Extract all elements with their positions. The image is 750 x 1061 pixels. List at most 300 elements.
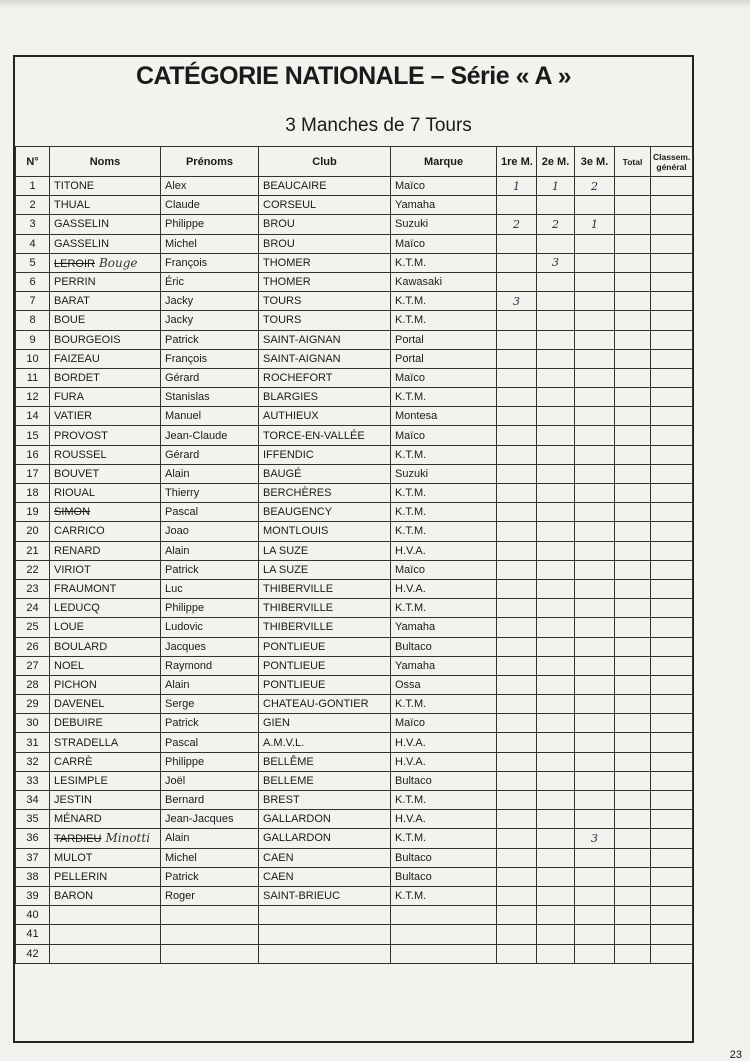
row-club: [259, 484, 391, 503]
row-manche-3: [575, 426, 615, 445]
row-club-text: BELLÊME: [263, 755, 314, 768]
row-manche-2: [537, 695, 575, 714]
row-club: [259, 944, 391, 963]
row-prenom-text: Raymond: [165, 659, 213, 672]
row-classement: [651, 253, 693, 272]
row-club-text: CAEN: [263, 870, 294, 883]
row-total: [615, 426, 651, 445]
row-nom-text: CARRÈ: [54, 755, 93, 768]
row-number-text: 11: [26, 371, 39, 384]
row-total: [615, 791, 651, 810]
row-club: [259, 906, 391, 925]
row-manche-1: [497, 906, 537, 925]
row-club: [259, 503, 391, 522]
row-marque-text: K.T.M.: [395, 314, 427, 327]
table-row: [16, 407, 693, 426]
row-marque-text: K.T.M.: [395, 698, 427, 711]
row-number-text: 37: [26, 851, 39, 864]
table-row: [16, 714, 693, 733]
row-number-text: 24: [26, 602, 39, 615]
row-number: [16, 810, 50, 829]
row-marque: [391, 522, 497, 541]
row-total: [615, 714, 651, 733]
row-manche-2: [537, 925, 575, 944]
row-nom: [50, 196, 161, 215]
row-marque: [391, 752, 497, 771]
row-club-text: THIBERVILLE: [263, 602, 334, 615]
row-number-text: 16: [26, 448, 39, 461]
table-row: [16, 886, 693, 905]
row-manche-3: [575, 944, 615, 963]
handwritten-note: Bouge: [98, 255, 138, 270]
row-manche-1: [497, 426, 537, 445]
row-prenom: [161, 810, 259, 829]
row-club: [259, 848, 391, 867]
row-marque: [391, 886, 497, 905]
row-club-text: CHATEAU-GONTIER: [263, 698, 369, 711]
row-number: [16, 407, 50, 426]
row-nom-text: FURA: [54, 391, 84, 404]
row-total: [615, 253, 651, 272]
row-marque-text: Maïco: [395, 371, 425, 384]
row-manche-3: [575, 867, 615, 886]
table-row: [16, 292, 693, 311]
row-prenom-text: Thierry: [165, 487, 200, 500]
row-nom: [50, 541, 161, 560]
row-nom: [50, 349, 161, 368]
row-total: [615, 675, 651, 694]
col-manche-2: 2e M.: [537, 147, 575, 177]
row-classement: [651, 272, 693, 291]
row-classement: [651, 733, 693, 752]
row-manche-2: [537, 503, 575, 522]
row-nom: [50, 292, 161, 311]
page-number: 23: [729, 1049, 742, 1061]
row-nom-text: CARRICO: [54, 525, 105, 538]
row-nom-text: BARAT: [54, 295, 90, 308]
row-manche-3: [575, 618, 615, 637]
row-manche-3: [575, 810, 615, 829]
row-classement: [651, 445, 693, 464]
row-prenom: [161, 215, 259, 234]
row-nom-text: RENARD: [54, 544, 101, 557]
row-prenom-text: François: [165, 256, 208, 269]
row-club: [259, 733, 391, 752]
row-manche-3: [575, 349, 615, 368]
row-manche-1: [497, 810, 537, 829]
row-number-text: 21: [26, 544, 39, 557]
row-nom: [50, 522, 161, 541]
row-nom-text: DEBUIRE: [54, 717, 103, 730]
row-nom-text: BORDET: [54, 371, 100, 384]
row-classement: [651, 906, 693, 925]
table-row: [16, 637, 693, 656]
row-number-text: 27: [26, 659, 39, 672]
row-manche-3-text: 3: [591, 831, 598, 845]
row-manche-2: [537, 196, 575, 215]
row-nom-text: GASSELIN: [54, 237, 110, 250]
row-club: [259, 791, 391, 810]
row-marque: [391, 388, 497, 407]
row-club-text: PONTLIEUE: [263, 659, 326, 672]
row-manche-1: [497, 330, 537, 349]
row-classement: [651, 215, 693, 234]
table-row: [16, 618, 693, 637]
row-prenom-text: Gérard: [165, 371, 200, 384]
row-prenom: [161, 599, 259, 618]
row-prenom-text: Jacky: [165, 295, 194, 308]
row-marque: [391, 867, 497, 886]
row-manche-3: [575, 234, 615, 253]
row-marque-text: Bultaco: [395, 851, 432, 864]
row-manche-1: [497, 253, 537, 272]
row-marque: [391, 253, 497, 272]
table-row: [16, 599, 693, 618]
row-nom-text: BARON: [54, 890, 94, 903]
row-classement: [651, 752, 693, 771]
row-nom: [50, 579, 161, 598]
row-number-text: 25: [26, 621, 39, 634]
row-manche-2-text: 1: [552, 179, 559, 193]
row-number: [16, 522, 50, 541]
row-manche-1: [497, 541, 537, 560]
col-total: Total: [615, 147, 651, 177]
row-manche-3: [575, 656, 615, 675]
table-row: [16, 867, 693, 886]
row-total: [615, 599, 651, 618]
row-manche-2: [537, 253, 575, 272]
row-nom: [50, 445, 161, 464]
row-manche-1: [497, 791, 537, 810]
row-number-text: 14: [26, 410, 39, 423]
row-club-text: ROCHEFORT: [263, 371, 333, 384]
row-club-text: A.M.V.L.: [263, 736, 305, 749]
row-club-text: BAUGÉ: [263, 467, 302, 480]
row-classement: [651, 579, 693, 598]
table-row: [16, 484, 693, 503]
row-nom: [50, 618, 161, 637]
row-marque: [391, 944, 497, 963]
page-edge: [0, 0, 750, 8]
row-manche-2: [537, 848, 575, 867]
row-number: [16, 503, 50, 522]
row-nom-text: LEROIR: [54, 257, 95, 270]
row-manche-1: [497, 445, 537, 464]
row-number-text: 8: [29, 314, 36, 327]
row-manche-1: [497, 196, 537, 215]
table-row: [16, 234, 693, 253]
row-number: [16, 311, 50, 330]
row-number-text: 29: [26, 698, 39, 711]
col-club: Club: [259, 147, 391, 177]
row-prenom-text: Joël: [165, 774, 186, 787]
row-number: [16, 637, 50, 656]
row-manche-1: [497, 829, 537, 848]
row-marque-text: K.T.M.: [395, 391, 427, 404]
row-number: [16, 464, 50, 483]
row-manche-3: [575, 560, 615, 579]
row-club: [259, 330, 391, 349]
row-nom: [50, 810, 161, 829]
table-row: [16, 177, 693, 196]
table-row: [16, 522, 693, 541]
row-prenom-text: Serge: [165, 698, 195, 711]
row-manche-1: [497, 349, 537, 368]
row-club: [259, 292, 391, 311]
row-manche-1: [497, 656, 537, 675]
row-number: [16, 848, 50, 867]
row-prenom: [161, 618, 259, 637]
row-total: [615, 445, 651, 464]
row-number: [16, 368, 50, 387]
row-marque: [391, 196, 497, 215]
row-nom: [50, 330, 161, 349]
row-nom-text: SIMON: [54, 506, 91, 519]
row-club-text: PONTLIEUE: [263, 640, 326, 653]
row-prenom: [161, 848, 259, 867]
row-marque-text: Portal: [395, 333, 424, 346]
row-nom: [50, 752, 161, 771]
row-classement: [651, 349, 693, 368]
row-manche-3: [575, 272, 615, 291]
row-classement: [651, 656, 693, 675]
row-total: [615, 733, 651, 752]
row-marque: [391, 368, 497, 387]
row-club: [259, 541, 391, 560]
row-marque-text: Montesa: [395, 410, 438, 423]
row-classement: [651, 311, 693, 330]
row-classement: [651, 599, 693, 618]
row-club-text: SAINT-BRIEUC: [263, 890, 341, 903]
row-manche-3: [575, 733, 615, 752]
row-marque: [391, 618, 497, 637]
row-club-text: CAEN: [263, 851, 294, 864]
row-nom-text: STRADELLA: [54, 736, 119, 749]
row-total: [615, 848, 651, 867]
row-manche-3: [575, 445, 615, 464]
page-title: CATÉGORIE NATIONALE – Série « A »: [136, 62, 571, 90]
row-manche-3: [575, 522, 615, 541]
row-prenom: [161, 292, 259, 311]
table-row: [16, 426, 693, 445]
row-total: [615, 906, 651, 925]
row-manche-1: [497, 560, 537, 579]
row-manche-2: [537, 599, 575, 618]
row-manche-2: [537, 656, 575, 675]
row-manche-1: [497, 464, 537, 483]
row-number-text: 5: [29, 256, 36, 269]
table-row: [16, 944, 693, 963]
row-classement: [651, 196, 693, 215]
row-prenom: [161, 906, 259, 925]
row-manche-3: [575, 752, 615, 771]
row-prenom: [161, 886, 259, 905]
row-club-text: BEAUCAIRE: [263, 180, 327, 193]
col-number: N°: [16, 147, 50, 177]
row-marque-text: Yamaha: [395, 199, 436, 212]
row-club: [259, 388, 391, 407]
row-prenom-text: Michel: [165, 237, 197, 250]
row-nom-text: RIOUAL: [54, 487, 95, 500]
row-number-text: 1: [29, 180, 36, 193]
row-manche-1: [497, 714, 537, 733]
row-manche-3: [575, 196, 615, 215]
row-prenom-text: Gérard: [165, 448, 200, 461]
row-number: [16, 349, 50, 368]
row-club-text: GALLARDON: [263, 813, 331, 826]
row-marque-text: K.T.M.: [395, 832, 427, 845]
col-manche-3: 3e M.: [575, 147, 615, 177]
row-nom-text: TARDIEU: [54, 833, 102, 846]
row-number: [16, 196, 50, 215]
row-number: [16, 656, 50, 675]
row-number-text: 41: [26, 928, 39, 941]
row-marque-text: K.T.M.: [395, 256, 427, 269]
row-marque-text: Yamaha: [395, 659, 436, 672]
row-manche-2: [537, 791, 575, 810]
row-total: [615, 867, 651, 886]
row-number-text: 2: [29, 199, 36, 212]
row-total: [615, 560, 651, 579]
row-number-text: 19: [26, 506, 39, 519]
row-manche-1: [497, 695, 537, 714]
row-prenom: [161, 368, 259, 387]
row-club-text: BROU: [263, 237, 295, 250]
row-classement: [651, 541, 693, 560]
row-prenom: [161, 253, 259, 272]
row-prenom-text: Philippe: [165, 218, 205, 231]
row-total: [615, 829, 651, 848]
row-manche-3-text: 1: [591, 217, 598, 231]
row-prenom-text: Michel: [165, 851, 197, 864]
row-prenom-text: Alain: [165, 678, 190, 691]
row-prenom: [161, 752, 259, 771]
row-number-text: 15: [26, 429, 39, 442]
row-club: [259, 771, 391, 790]
row-prenom: [161, 522, 259, 541]
row-club: [259, 752, 391, 771]
row-marque: [391, 810, 497, 829]
row-marque: [391, 829, 497, 848]
row-marque-text: H.V.A.: [395, 813, 426, 826]
row-club: [259, 215, 391, 234]
row-manche-1: [497, 599, 537, 618]
row-club: [259, 810, 391, 829]
row-marque: [391, 560, 497, 579]
row-marque-text: K.T.M.: [395, 602, 427, 615]
row-manche-2: [537, 810, 575, 829]
row-nom-text: MÉNARD: [54, 813, 102, 826]
row-manche-2: [537, 407, 575, 426]
row-prenom: [161, 637, 259, 656]
row-nom-text: FRAUMONT: [54, 583, 117, 596]
row-manche-1: [497, 579, 537, 598]
row-prenom-text: Ludovic: [165, 621, 203, 634]
row-manche-2: [537, 368, 575, 387]
row-classement: [651, 675, 693, 694]
row-marque-text: K.T.M.: [395, 890, 427, 903]
row-total: [615, 656, 651, 675]
row-number: [16, 791, 50, 810]
row-number: [16, 906, 50, 925]
row-marque: [391, 579, 497, 598]
table-row: [16, 810, 693, 829]
row-manche-1: [497, 292, 537, 311]
row-marque-text: K.T.M.: [395, 506, 427, 519]
row-manche-3: [575, 253, 615, 272]
row-classement: [651, 426, 693, 445]
row-club: [259, 522, 391, 541]
row-prenom-text: Patrick: [165, 563, 199, 576]
row-marque-text: Yamaha: [395, 621, 436, 634]
table-row: [16, 771, 693, 790]
row-prenom: [161, 234, 259, 253]
row-number: [16, 829, 50, 848]
row-prenom: [161, 330, 259, 349]
row-classement: [651, 714, 693, 733]
row-prenom: [161, 445, 259, 464]
row-marque: [391, 906, 497, 925]
row-classement: [651, 886, 693, 905]
row-nom-text: DAVENEL: [54, 698, 105, 711]
row-prenom: [161, 656, 259, 675]
row-marque: [391, 407, 497, 426]
row-number: [16, 215, 50, 234]
row-marque-text: Maïco: [395, 180, 425, 193]
row-marque: [391, 541, 497, 560]
table-row: [16, 579, 693, 598]
row-manche-2: [537, 829, 575, 848]
row-manche-2: [537, 349, 575, 368]
row-nom-text: BOURGEOIS: [54, 333, 121, 346]
row-nom-text: PROVOST: [54, 429, 108, 442]
row-marque-text: Suzuki: [395, 218, 429, 231]
row-nom-text: LESIMPLE: [54, 774, 108, 787]
row-marque-text: H.V.A.: [395, 583, 426, 596]
row-club: [259, 311, 391, 330]
row-prenom-text: Patrick: [165, 870, 199, 883]
row-nom: [50, 215, 161, 234]
row-manche-3: [575, 464, 615, 483]
row-club-text: THOMER: [263, 276, 311, 289]
row-marque-text: H.V.A.: [395, 755, 426, 768]
row-prenom-text: Jean-Jacques: [165, 813, 234, 826]
row-club-text: PONTLIEUE: [263, 678, 326, 691]
row-nom-text: VATIER: [54, 410, 93, 423]
row-club: [259, 599, 391, 618]
row-prenom-text: Alex: [165, 180, 187, 193]
row-manche-3: [575, 311, 615, 330]
row-number-text: 7: [29, 295, 36, 308]
row-total: [615, 272, 651, 291]
row-marque-text: Maïco: [395, 237, 425, 250]
row-club: [259, 234, 391, 253]
row-club-text: SAINT-AIGNAN: [263, 352, 341, 365]
row-nom-text: MULOT: [54, 851, 93, 864]
row-total: [615, 637, 651, 656]
row-club: [259, 560, 391, 579]
row-manche-3: [575, 503, 615, 522]
table-row: [16, 848, 693, 867]
row-nom: [50, 368, 161, 387]
row-manche-3: [575, 791, 615, 810]
row-number: [16, 944, 50, 963]
row-manche-1: [497, 886, 537, 905]
table-row: [16, 541, 693, 560]
row-club: [259, 349, 391, 368]
row-nom: [50, 272, 161, 291]
row-manche-2: [537, 292, 575, 311]
